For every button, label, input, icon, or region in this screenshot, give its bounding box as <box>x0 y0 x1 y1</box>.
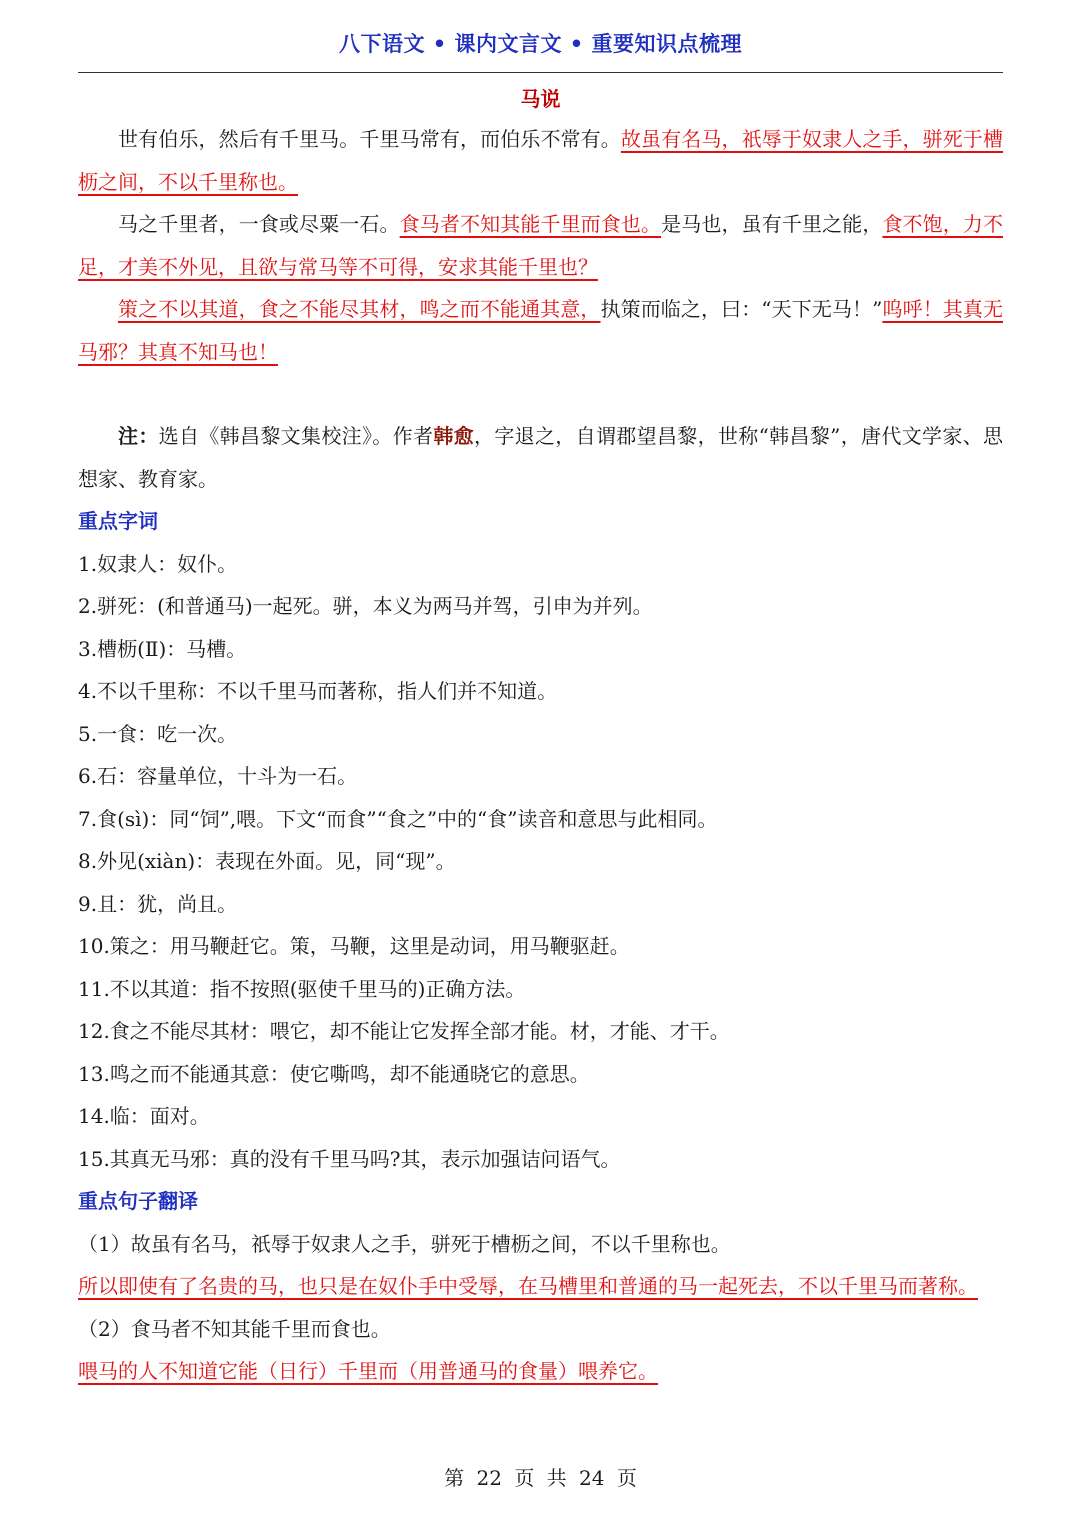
vocab-item: 8.外见(xiàn)：表现在外面。见，同“现”。 <box>78 849 456 873</box>
text-plain: 世有伯乐，然后有千里马。千里马常有，而伯乐不常有。 <box>118 127 621 151</box>
vocab-item: 6.石：容量单位，十斗为一石。 <box>78 764 358 788</box>
note-text: 选自《韩昌黎文集校注》。作者 <box>158 424 434 448</box>
vocab-item: 14.临：面对。 <box>78 1104 210 1128</box>
text-plain: 是马也，虽有千里之能， <box>661 212 883 236</box>
text-key-sentence: 食马者不知其能千里而食也。 <box>399 212 662 236</box>
text-key-sentence: 故虽有名马，祇辱于奴隶人之手，骈死于槽枥之间，不以千里称也。 <box>78 127 1004 194</box>
answer-text: 喂马的人不知道它能（日行）千里而（用普通马的食量）喂养它。 <box>78 1359 658 1383</box>
vocab-item: 9.且：犹，尚且。 <box>78 891 238 916</box>
text-key-sentence: 呜呼！其真无马邪？其真不知马也！ <box>78 297 1004 364</box>
vocab-item: 3.槽枥(Ⅱ)：马槽。 <box>78 636 247 661</box>
translation-heading: 重点句子翻译 <box>78 1189 198 1213</box>
text-key-sentence: 策之不以其道，食之不能尽其材，鸣之而不能通其意， <box>118 297 601 321</box>
vocab-heading: 重点字词 <box>78 509 158 533</box>
note-label: 注： <box>118 424 159 448</box>
author-note <box>78 415 1003 500</box>
note-text: ，字退之，自谓郡望昌黎，世称“韩昌黎”，唐代文学家、思想家、教育家。 <box>78 424 1004 491</box>
vocab-item: 10.策之：用马鞭赶它。策，马鞭，这里是动词，用马鞭驱赶。 <box>78 934 630 958</box>
translation-answer <box>78 1350 1003 1393</box>
article-paragraph-3 <box>78 288 1003 373</box>
vocab-item: 13.鸣之而不能通其意：使它嘶鸣，却不能通晓它的意思。 <box>78 1061 590 1086</box>
article-paragraph-2 <box>78 203 1003 288</box>
vocab-item: 4.不以千里称：不以千里马而著称，指人们并不知道。 <box>78 679 558 703</box>
vocab-item: 1.奴隶人：奴仆。 <box>78 551 238 576</box>
text-key-sentence: 食不饱，力不足，才美不外见，且欲与常马等不可得，安求其能千里也？ <box>78 212 1004 279</box>
translation-answer <box>78 1265 1003 1308</box>
vocab-item: 5.一食：吃一次。 <box>78 721 238 746</box>
article-paragraph-1 <box>78 118 1003 203</box>
translation-question: （2）食马者不知其能千里而食也。 <box>78 1316 391 1341</box>
article-title: 马说 <box>520 87 561 111</box>
paragraph-spacer <box>78 373 1003 415</box>
document-header: 八下语文 • 课内文言文 • 重要知识点梳理 <box>338 32 743 56</box>
text-plain: 执策而临之，曰：“天下无马！” <box>600 297 883 321</box>
translation-question: （1）故虽有名马，祇辱于奴隶人之手，骈死于槽枥之间，不以千里称也。 <box>78 1231 731 1256</box>
vocab-item: 2.骈死：(和普通马)一起死。骈，本义为两马并驾，引申为并列。 <box>78 594 653 618</box>
header-divider <box>78 72 1003 73</box>
page-content <box>78 80 1003 1393</box>
vocab-item: 15.其真无马邪：真的没有千里马吗?其，表示加强诘问语气。 <box>78 1146 621 1171</box>
vocab-item: 11.不以其道：指不按照(驱使千里马的)正确方法。 <box>78 976 526 1001</box>
answer-text: 所以即使有了名贵的马，也只是在奴仆手中受辱，在马槽里和普通的马一起死去，不以千里马而著称。 <box>78 1274 978 1298</box>
page-number: 第 22 页 共 24 页 <box>444 1466 637 1490</box>
author-name: 韩愈 <box>433 424 474 448</box>
vocab-item: 12.食之不能尽其材：喂它，却不能让它发挥全部才能。材，才能、才干。 <box>78 1019 730 1043</box>
text-plain: 马之千里者，一食或尽粟一石。 <box>118 212 400 236</box>
vocab-item: 7.食(sì)：同“饲”,喂。下文“而食”“食之”中的“食”读音和意思与此相同。 <box>78 806 718 831</box>
